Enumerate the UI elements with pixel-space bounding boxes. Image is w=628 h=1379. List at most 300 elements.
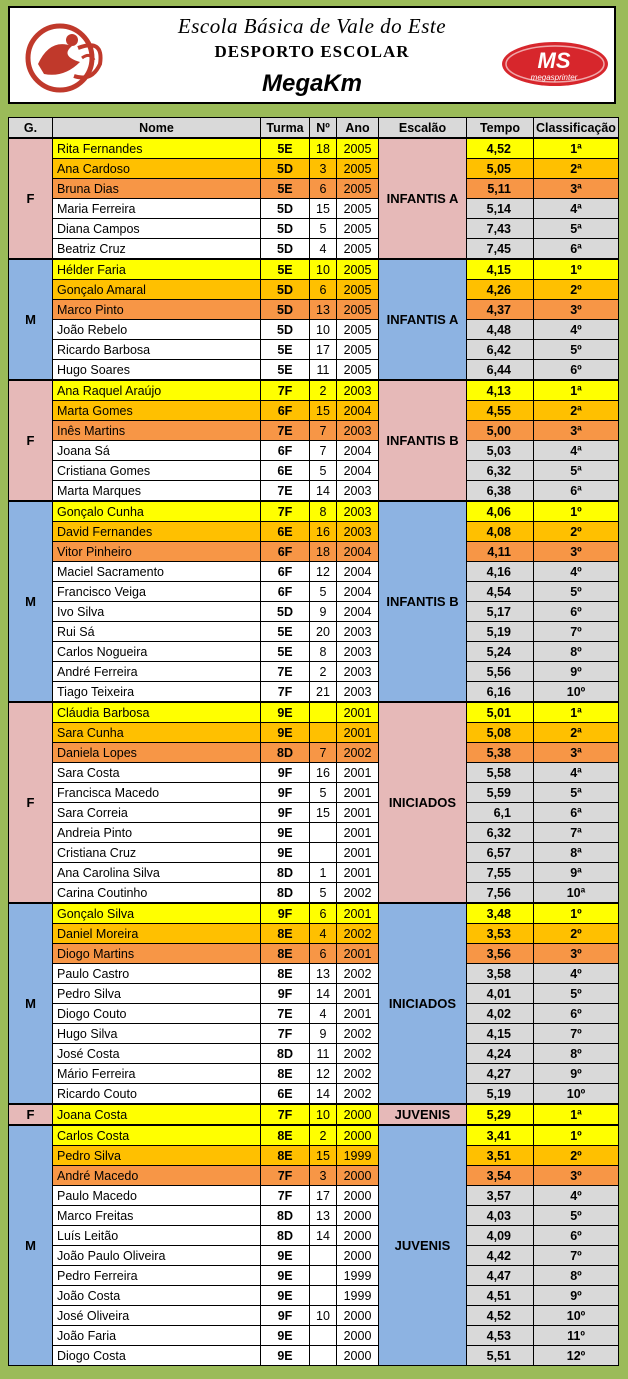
athlete-rank: 2ª bbox=[534, 159, 619, 179]
athlete-year: 2001 bbox=[337, 783, 379, 803]
athlete-time: 5,59 bbox=[467, 783, 534, 803]
athlete-class: 9E bbox=[261, 1326, 310, 1346]
athlete-rank: 5ª bbox=[534, 461, 619, 481]
athlete-rank: 3ª bbox=[534, 421, 619, 441]
athlete-name: Pedro Silva bbox=[53, 1146, 261, 1166]
athlete-number: 7 bbox=[310, 441, 337, 461]
athlete-time: 5,51 bbox=[467, 1346, 534, 1366]
athlete-class: 9F bbox=[261, 903, 310, 924]
athlete-year: 2002 bbox=[337, 1084, 379, 1105]
table-row bbox=[9, 642, 619, 662]
athlete-year: 2000 bbox=[337, 1246, 379, 1266]
gender-cell: M bbox=[9, 501, 53, 702]
athlete-name: Diana Campos bbox=[53, 219, 261, 239]
athlete-year: 2001 bbox=[337, 702, 379, 723]
athlete-number: 4 bbox=[310, 1004, 337, 1024]
athlete-name: Ana Raquel Araújo bbox=[53, 380, 261, 401]
athlete-name: Maciel Sacramento bbox=[53, 562, 261, 582]
athlete-name: Gonçalo Cunha bbox=[53, 501, 261, 522]
column-header-name: Nome bbox=[53, 118, 261, 139]
category-cell: INICIADOS bbox=[379, 702, 467, 903]
athlete-rank: 8º bbox=[534, 1266, 619, 1286]
athlete-time: 4,37 bbox=[467, 300, 534, 320]
table-row bbox=[9, 702, 619, 723]
athlete-time: 4,26 bbox=[467, 280, 534, 300]
athlete-number bbox=[310, 843, 337, 863]
athlete-number: 3 bbox=[310, 1166, 337, 1186]
athlete-time: 6,32 bbox=[467, 461, 534, 481]
table-row bbox=[9, 1186, 619, 1206]
athlete-class: 9F bbox=[261, 763, 310, 783]
athlete-rank: 7º bbox=[534, 622, 619, 642]
table-row bbox=[9, 662, 619, 682]
column-header-class: Turma bbox=[261, 118, 310, 139]
table-row bbox=[9, 1084, 619, 1105]
athlete-time: 5,19 bbox=[467, 1084, 534, 1105]
athlete-time: 5,08 bbox=[467, 723, 534, 743]
table-row bbox=[9, 944, 619, 964]
athlete-time: 5,17 bbox=[467, 602, 534, 622]
athlete-class: 9E bbox=[261, 1346, 310, 1366]
athlete-class: 5E bbox=[261, 138, 310, 159]
athlete-time: 7,55 bbox=[467, 863, 534, 883]
table-row bbox=[9, 843, 619, 863]
athlete-class: 5D bbox=[261, 239, 310, 260]
athlete-class: 9E bbox=[261, 823, 310, 843]
athlete-class: 6F bbox=[261, 401, 310, 421]
table-row bbox=[9, 542, 619, 562]
athlete-number: 15 bbox=[310, 1146, 337, 1166]
athlete-class: 8E bbox=[261, 924, 310, 944]
table-row bbox=[9, 481, 619, 502]
athlete-year: 2000 bbox=[337, 1166, 379, 1186]
athlete-time: 3,58 bbox=[467, 964, 534, 984]
athlete-year: 2001 bbox=[337, 823, 379, 843]
athlete-number bbox=[310, 823, 337, 843]
athlete-class: 5D bbox=[261, 280, 310, 300]
athlete-rank: 6º bbox=[534, 1226, 619, 1246]
athlete-number: 9 bbox=[310, 1024, 337, 1044]
athlete-class: 8E bbox=[261, 1146, 310, 1166]
athlete-time: 7,43 bbox=[467, 219, 534, 239]
table-row bbox=[9, 863, 619, 883]
table-row bbox=[9, 1024, 619, 1044]
athlete-year: 2000 bbox=[337, 1104, 379, 1125]
athlete-name: Tiago Teixeira bbox=[53, 682, 261, 703]
athlete-number: 16 bbox=[310, 522, 337, 542]
table-row bbox=[9, 1226, 619, 1246]
athlete-time: 5,05 bbox=[467, 159, 534, 179]
athlete-time: 4,06 bbox=[467, 501, 534, 522]
athlete-time: 5,01 bbox=[467, 702, 534, 723]
athlete-class: 6F bbox=[261, 441, 310, 461]
athlete-class: 9E bbox=[261, 843, 310, 863]
athlete-name: David Fernandes bbox=[53, 522, 261, 542]
athlete-number: 8 bbox=[310, 642, 337, 662]
athlete-year: 2004 bbox=[337, 582, 379, 602]
athlete-time: 3,54 bbox=[467, 1166, 534, 1186]
athlete-name: André Macedo bbox=[53, 1166, 261, 1186]
athlete-class: 5D bbox=[261, 320, 310, 340]
athlete-year: 2002 bbox=[337, 964, 379, 984]
athlete-time: 4,52 bbox=[467, 138, 534, 159]
athlete-rank: 9º bbox=[534, 1064, 619, 1084]
athlete-number bbox=[310, 702, 337, 723]
athlete-name: Beatriz Cruz bbox=[53, 239, 261, 260]
athlete-rank: 4º bbox=[534, 964, 619, 984]
table-row bbox=[9, 602, 619, 622]
athlete-year: 2001 bbox=[337, 863, 379, 883]
athlete-name: Marta Gomes bbox=[53, 401, 261, 421]
athlete-time: 5,38 bbox=[467, 743, 534, 763]
athlete-rank: 2º bbox=[534, 280, 619, 300]
athlete-class: 7E bbox=[261, 662, 310, 682]
athlete-rank: 1ª bbox=[534, 702, 619, 723]
athlete-time: 5,03 bbox=[467, 441, 534, 461]
table-row bbox=[9, 461, 619, 481]
athlete-time: 6,1 bbox=[467, 803, 534, 823]
athlete-year: 2005 bbox=[337, 280, 379, 300]
athlete-name: João Faria bbox=[53, 1326, 261, 1346]
athlete-class: 9E bbox=[261, 723, 310, 743]
athlete-number: 6 bbox=[310, 280, 337, 300]
athlete-number: 9 bbox=[310, 602, 337, 622]
athlete-time: 5,29 bbox=[467, 1104, 534, 1125]
athlete-name: Francisco Veiga bbox=[53, 582, 261, 602]
athlete-class: 9F bbox=[261, 803, 310, 823]
category-cell: INFANTIS B bbox=[379, 380, 467, 501]
athlete-rank: 4º bbox=[534, 320, 619, 340]
athlete-rank: 12º bbox=[534, 1346, 619, 1366]
athlete-year: 2000 bbox=[337, 1125, 379, 1146]
athlete-time: 5,14 bbox=[467, 199, 534, 219]
athlete-class: 5D bbox=[261, 199, 310, 219]
table-row bbox=[9, 501, 619, 522]
table-row bbox=[9, 823, 619, 843]
athlete-rank: 1º bbox=[534, 501, 619, 522]
athlete-name: Marco Pinto bbox=[53, 300, 261, 320]
athlete-time: 5,00 bbox=[467, 421, 534, 441]
athlete-number bbox=[310, 723, 337, 743]
athlete-number: 13 bbox=[310, 1206, 337, 1226]
athlete-time: 4,47 bbox=[467, 1266, 534, 1286]
athlete-name: Vitor Pinheiro bbox=[53, 542, 261, 562]
athlete-name: Ricardo Couto bbox=[53, 1084, 261, 1105]
athlete-name: André Ferreira bbox=[53, 662, 261, 682]
athlete-time: 4,24 bbox=[467, 1044, 534, 1064]
table-row bbox=[9, 280, 619, 300]
table-row bbox=[9, 1306, 619, 1326]
athlete-class: 5D bbox=[261, 300, 310, 320]
gender-cell: M bbox=[9, 903, 53, 1104]
athlete-name: Cristiana Gomes bbox=[53, 461, 261, 481]
athlete-number: 10 bbox=[310, 320, 337, 340]
athlete-time: 4,15 bbox=[467, 1024, 534, 1044]
athlete-rank: 1ª bbox=[534, 380, 619, 401]
athlete-number: 7 bbox=[310, 743, 337, 763]
athlete-number: 14 bbox=[310, 481, 337, 502]
athlete-name: Sara Costa bbox=[53, 763, 261, 783]
athlete-class: 6E bbox=[261, 461, 310, 481]
athlete-name: João Rebelo bbox=[53, 320, 261, 340]
table-row bbox=[9, 360, 619, 381]
column-header-rank: Classificação bbox=[534, 118, 619, 139]
athlete-number: 14 bbox=[310, 1226, 337, 1246]
athlete-time: 4,01 bbox=[467, 984, 534, 1004]
athlete-year: 2001 bbox=[337, 944, 379, 964]
athlete-class: 8D bbox=[261, 1044, 310, 1064]
athlete-year: 2004 bbox=[337, 461, 379, 481]
athlete-name: José Oliveira bbox=[53, 1306, 261, 1326]
athlete-class: 9E bbox=[261, 1246, 310, 1266]
athlete-time: 4,55 bbox=[467, 401, 534, 421]
school-name: Escola Básica de Vale do Este bbox=[177, 14, 447, 38]
athlete-year: 2002 bbox=[337, 1024, 379, 1044]
athlete-time: 6,57 bbox=[467, 843, 534, 863]
table-row bbox=[9, 421, 619, 441]
athlete-year: 2005 bbox=[337, 179, 379, 199]
athlete-name: Cristiana Cruz bbox=[53, 843, 261, 863]
athlete-class: 5D bbox=[261, 219, 310, 239]
athlete-name: Diogo Couto bbox=[53, 1004, 261, 1024]
table-row bbox=[9, 582, 619, 602]
athlete-rank: 3º bbox=[534, 1166, 619, 1186]
table-row bbox=[9, 441, 619, 461]
athlete-number bbox=[310, 1246, 337, 1266]
athlete-name: Ivo Silva bbox=[53, 602, 261, 622]
table-row bbox=[9, 1326, 619, 1346]
athlete-year: 2002 bbox=[337, 883, 379, 904]
athlete-class: 5D bbox=[261, 159, 310, 179]
athlete-name: João Costa bbox=[53, 1286, 261, 1306]
athlete-rank: 8º bbox=[534, 642, 619, 662]
table-row bbox=[9, 219, 619, 239]
athlete-rank: 4ª bbox=[534, 199, 619, 219]
table-row bbox=[9, 964, 619, 984]
athlete-year: 2000 bbox=[337, 1226, 379, 1246]
table-row bbox=[9, 522, 619, 542]
athlete-name: Hugo Silva bbox=[53, 1024, 261, 1044]
athlete-time: 6,38 bbox=[467, 481, 534, 502]
athlete-rank: 6ª bbox=[534, 803, 619, 823]
athlete-number: 18 bbox=[310, 138, 337, 159]
athlete-name: Gonçalo Silva bbox=[53, 903, 261, 924]
table-row bbox=[9, 340, 619, 360]
athlete-time: 4,48 bbox=[467, 320, 534, 340]
athlete-class: 9F bbox=[261, 783, 310, 803]
athlete-name: Bruna Dias bbox=[53, 179, 261, 199]
table-row bbox=[9, 179, 619, 199]
athlete-name: Mário Ferreira bbox=[53, 1064, 261, 1084]
table-row bbox=[9, 159, 619, 179]
athlete-time: 4,02 bbox=[467, 1004, 534, 1024]
athlete-time: 4,15 bbox=[467, 259, 534, 280]
athlete-name: Pedro Ferreira bbox=[53, 1266, 261, 1286]
athlete-rank: 9ª bbox=[534, 863, 619, 883]
athlete-number: 20 bbox=[310, 622, 337, 642]
athlete-class: 7E bbox=[261, 421, 310, 441]
column-header-year: Ano bbox=[337, 118, 379, 139]
athlete-rank: 3ª bbox=[534, 179, 619, 199]
athlete-name: Rita Fernandes bbox=[53, 138, 261, 159]
athlete-number: 10 bbox=[310, 259, 337, 280]
athlete-year: 2003 bbox=[337, 682, 379, 703]
athlete-rank: 6º bbox=[534, 602, 619, 622]
athlete-time: 3,41 bbox=[467, 1125, 534, 1146]
athlete-year: 2004 bbox=[337, 562, 379, 582]
athlete-name: Hélder Faria bbox=[53, 259, 261, 280]
athlete-number: 4 bbox=[310, 924, 337, 944]
athlete-year: 2002 bbox=[337, 1044, 379, 1064]
athlete-year: 2005 bbox=[337, 239, 379, 260]
athlete-number bbox=[310, 1346, 337, 1366]
athlete-number: 18 bbox=[310, 542, 337, 562]
athlete-class: 8E bbox=[261, 1064, 310, 1084]
athlete-number bbox=[310, 1266, 337, 1286]
table-row bbox=[9, 401, 619, 421]
table-row bbox=[9, 320, 619, 340]
athlete-year: 2005 bbox=[337, 340, 379, 360]
table-row bbox=[9, 743, 619, 763]
athlete-number: 5 bbox=[310, 219, 337, 239]
athlete-year: 2005 bbox=[337, 199, 379, 219]
category-cell: INFANTIS A bbox=[379, 138, 467, 259]
athlete-class: 7F bbox=[261, 682, 310, 703]
header-banner bbox=[8, 6, 616, 104]
athlete-year: 2003 bbox=[337, 380, 379, 401]
table-row bbox=[9, 682, 619, 703]
athlete-name: José Costa bbox=[53, 1044, 261, 1064]
athlete-rank: 10º bbox=[534, 682, 619, 703]
athlete-name: Diogo Martins bbox=[53, 944, 261, 964]
athlete-class: 7E bbox=[261, 481, 310, 502]
athlete-year: 1999 bbox=[337, 1286, 379, 1306]
athlete-name: Sara Cunha bbox=[53, 723, 261, 743]
athlete-class: 7F bbox=[261, 380, 310, 401]
athlete-rank: 10º bbox=[534, 1306, 619, 1326]
athlete-name: Carlos Costa bbox=[53, 1125, 261, 1146]
athlete-rank: 10ª bbox=[534, 883, 619, 904]
athlete-time: 3,57 bbox=[467, 1186, 534, 1206]
athlete-class: 5E bbox=[261, 360, 310, 381]
athlete-number: 15 bbox=[310, 401, 337, 421]
column-header-gender: G. bbox=[9, 118, 53, 139]
athlete-name: Joana Sá bbox=[53, 441, 261, 461]
category-cell: JUVENIS bbox=[379, 1125, 467, 1366]
athlete-class: 5E bbox=[261, 642, 310, 662]
table-row bbox=[9, 1044, 619, 1064]
athlete-class: 6E bbox=[261, 522, 310, 542]
athlete-rank: 5º bbox=[534, 340, 619, 360]
athlete-class: 5E bbox=[261, 259, 310, 280]
table-row bbox=[9, 1346, 619, 1366]
athlete-year: 1999 bbox=[337, 1266, 379, 1286]
athlete-rank: 6ª bbox=[534, 481, 619, 502]
athlete-class: 7F bbox=[261, 1104, 310, 1125]
athlete-class: 5E bbox=[261, 340, 310, 360]
table-row bbox=[9, 903, 619, 924]
athlete-year: 2000 bbox=[337, 1346, 379, 1366]
athlete-number: 17 bbox=[310, 1186, 337, 1206]
athlete-rank: 2º bbox=[534, 1146, 619, 1166]
athlete-year: 2005 bbox=[337, 138, 379, 159]
athlete-year: 2003 bbox=[337, 481, 379, 502]
table-row bbox=[9, 984, 619, 1004]
athlete-class: 8D bbox=[261, 863, 310, 883]
table-row bbox=[9, 883, 619, 904]
athlete-time: 4,09 bbox=[467, 1226, 534, 1246]
athlete-time: 4,42 bbox=[467, 1246, 534, 1266]
gender-cell: M bbox=[9, 1125, 53, 1366]
athlete-time: 4,13 bbox=[467, 380, 534, 401]
athlete-name: Carlos Nogueira bbox=[53, 642, 261, 662]
athlete-year: 2001 bbox=[337, 1004, 379, 1024]
table-row bbox=[9, 1206, 619, 1226]
athlete-number: 11 bbox=[310, 360, 337, 381]
athlete-class: 9F bbox=[261, 984, 310, 1004]
athlete-number: 16 bbox=[310, 763, 337, 783]
athlete-time: 4,52 bbox=[467, 1306, 534, 1326]
athlete-class: 7F bbox=[261, 1024, 310, 1044]
athlete-rank: 2º bbox=[534, 924, 619, 944]
athlete-class: 8D bbox=[261, 1226, 310, 1246]
athlete-number: 5 bbox=[310, 461, 337, 481]
athlete-time: 6,16 bbox=[467, 682, 534, 703]
athlete-name: Sara Correia bbox=[53, 803, 261, 823]
athlete-rank: 2ª bbox=[534, 401, 619, 421]
athlete-year: 2001 bbox=[337, 803, 379, 823]
category-cell: INFANTIS B bbox=[379, 501, 467, 702]
athlete-name: Hugo Soares bbox=[53, 360, 261, 381]
athlete-rank: 1ª bbox=[534, 138, 619, 159]
athlete-year: 2005 bbox=[337, 259, 379, 280]
athlete-name: Daniel Moreira bbox=[53, 924, 261, 944]
athlete-name: Joana Costa bbox=[53, 1104, 261, 1125]
athlete-year: 2001 bbox=[337, 984, 379, 1004]
svg-text:MS: MS bbox=[537, 48, 571, 73]
athlete-name: Gonçalo Amaral bbox=[53, 280, 261, 300]
athlete-name: João Paulo Oliveira bbox=[53, 1246, 261, 1266]
table-row bbox=[9, 562, 619, 582]
athlete-rank: 9º bbox=[534, 662, 619, 682]
athlete-time: 7,56 bbox=[467, 883, 534, 904]
table-row bbox=[9, 1064, 619, 1084]
athlete-rank: 7º bbox=[534, 1024, 619, 1044]
athlete-rank: 9º bbox=[534, 1286, 619, 1306]
athlete-rank: 1º bbox=[534, 903, 619, 924]
athlete-number: 3 bbox=[310, 159, 337, 179]
table-row bbox=[9, 763, 619, 783]
athlete-number: 2 bbox=[310, 380, 337, 401]
athlete-number: 21 bbox=[310, 682, 337, 703]
athlete-rank: 3º bbox=[534, 300, 619, 320]
page-title: MegaKm bbox=[261, 70, 363, 97]
athlete-number: 15 bbox=[310, 199, 337, 219]
athlete-class: 9F bbox=[261, 1306, 310, 1326]
column-header-time: Tempo bbox=[467, 118, 534, 139]
results-table-body bbox=[9, 138, 619, 1366]
athlete-number: 12 bbox=[310, 562, 337, 582]
athlete-name: Cláudia Barbosa bbox=[53, 702, 261, 723]
athlete-rank: 1º bbox=[534, 259, 619, 280]
table-row bbox=[9, 1166, 619, 1186]
category-cell: JUVENIS bbox=[379, 1104, 467, 1125]
athlete-year: 2004 bbox=[337, 542, 379, 562]
athlete-rank: 5º bbox=[534, 984, 619, 1004]
athlete-time: 3,56 bbox=[467, 944, 534, 964]
athlete-year: 2000 bbox=[337, 1306, 379, 1326]
megasprinter-logo-icon bbox=[500, 40, 610, 88]
